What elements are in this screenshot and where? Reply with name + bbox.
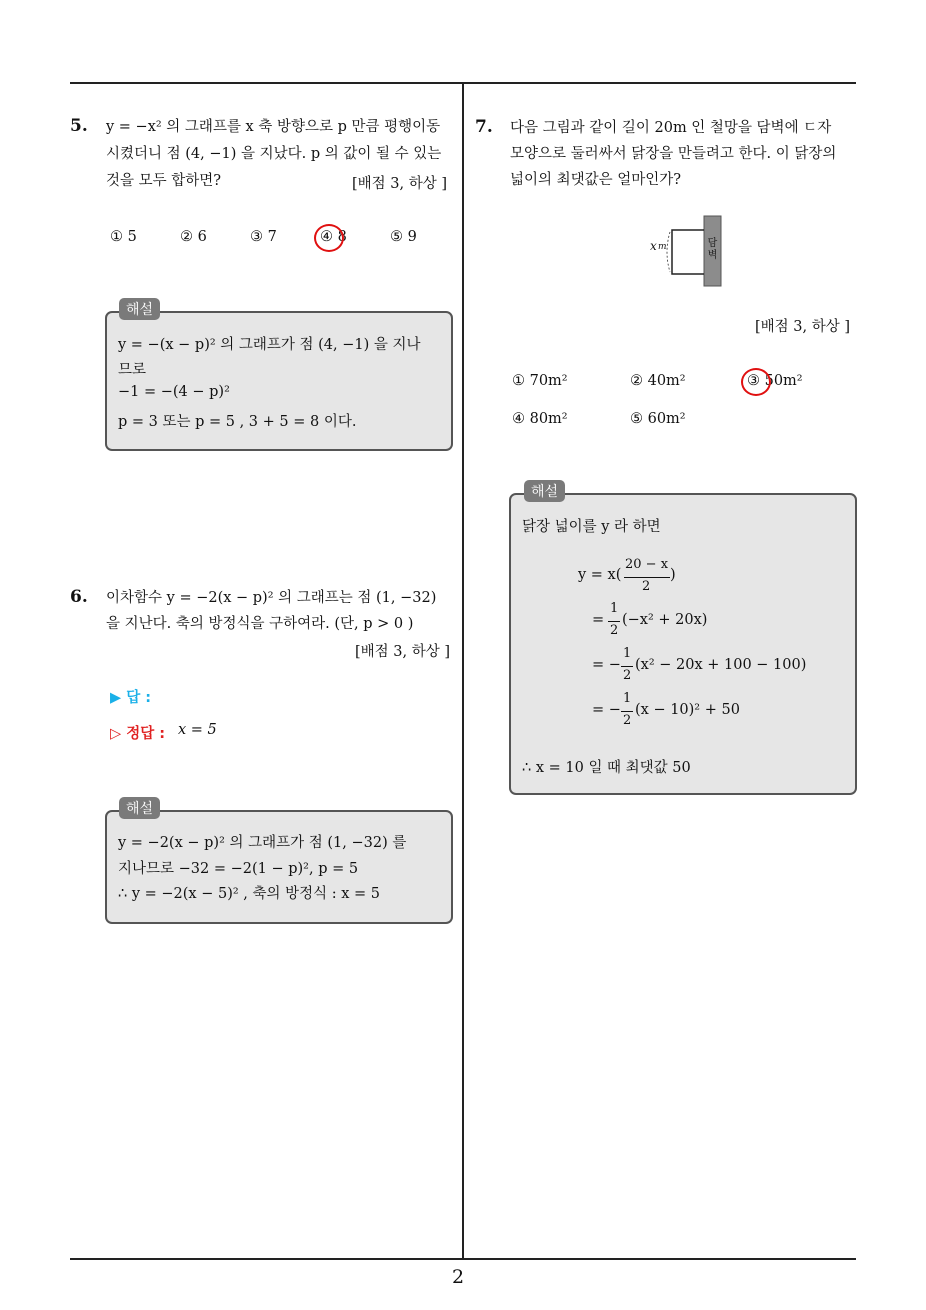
q7-eq3-post: (x² − 20x + 100 − 100): [635, 657, 807, 673]
q6-answer-label: ▶ 답 :: [110, 690, 152, 706]
q6-text-line2: 을 지난다. 축의 방정식을 구하여라. (단, p > 0 ): [106, 616, 414, 632]
q7-figure: [648, 214, 724, 288]
q7-choice-4[interactable]: ④ 80m²: [512, 411, 568, 427]
q7-text-line2: 모양으로 둘러싸서 닭장을 만들려고 한다. 이 닭장의: [510, 146, 837, 162]
q5-score: [배점 3, 하상 ]: [352, 176, 448, 192]
q5-solution-line3: −1 = −(4 − p)²: [118, 384, 230, 400]
q7-text-line1: 다음 그림과 같이 길이 20m 인 철망을 담벽에 ㄷ자: [510, 120, 832, 136]
q7-number: 7.: [475, 117, 493, 137]
q6-answer-input[interactable]: [180, 686, 380, 706]
q7-eq4-post: (x − 10)² + 50: [635, 702, 740, 718]
q7-solution-conclusion: ∴ x = 10 일 때 최댓값 50: [522, 760, 691, 776]
q5-solution-tab: 해설: [119, 298, 160, 320]
q7-eq4-bar: [621, 711, 633, 712]
q7-eq4-den: 2: [623, 713, 632, 728]
q7-figure-m-label: m: [658, 242, 667, 252]
q7-choice-3[interactable]: ③ 50m²: [747, 373, 803, 389]
q5-text-line1: y = −x² 의 그래프를 x 축 방향으로 p 만큼 평행이동: [106, 119, 441, 135]
q7-text-line3: 넓이의 최댓값은 얼마인가?: [510, 172, 682, 188]
q6-correct-value: x = 5: [178, 722, 217, 738]
q5-solution-line2: 므로: [118, 362, 147, 378]
q6-correct-label: ▷ 정답 :: [110, 726, 166, 742]
q7-eq1-den: 2: [642, 579, 651, 594]
q5-choice-4[interactable]: ④ 8: [320, 229, 347, 245]
q7-choice-2[interactable]: ② 40m²: [630, 373, 686, 389]
q7-eq2-num: 1: [610, 601, 619, 616]
q6-number: 6.: [70, 587, 88, 607]
q7-choice-5[interactable]: ⑤ 60m²: [630, 411, 686, 427]
q7-answer-mark: [741, 368, 771, 396]
q5-text-line2: 시켰더니 점 (4, −1) 을 지났다. p 의 값이 될 수 있는: [106, 146, 442, 162]
q6-solution-tab: 해설: [119, 797, 160, 819]
q7-choice-1[interactable]: ① 70m²: [512, 373, 568, 389]
q6-solution-line1: y = −2(x − p)² 의 그래프가 점 (1, −32) 를: [118, 835, 407, 851]
q7-eq3-num: 1: [623, 646, 632, 661]
q7-eq3-bar: [621, 666, 633, 667]
q7-solution-box: [509, 493, 857, 795]
q5-choice-1[interactable]: ① 5: [110, 229, 137, 245]
q5-solution-line1: y = −(x − p)² 의 그래프가 점 (4, −1) 을 지나: [118, 337, 421, 353]
q7-eq2-post: (−x² + 20x): [622, 612, 708, 628]
q6-score: [배점 3, 하상 ]: [355, 644, 451, 660]
q7-eq3-den: 2: [623, 668, 632, 683]
q5-choice-2[interactable]: ② 6: [180, 229, 207, 245]
q7-solution-intro: 닭장 넓이를 y 라 하면: [522, 519, 661, 535]
q7-eq3-pre: = −: [592, 657, 621, 673]
q5-number: 5.: [70, 116, 88, 136]
q7-eq2-pre: =: [592, 612, 605, 628]
column-divider: [462, 82, 464, 1259]
q7-figure-wall-label: 담벽: [707, 238, 718, 261]
q7-eq2-den: 2: [610, 623, 619, 638]
q7-solution-tab: 해설: [524, 480, 565, 502]
q7-eq2-bar: [608, 621, 620, 622]
q7-eq4-pre: = −: [592, 702, 621, 718]
q7-eq1-lhs: y = x(: [578, 567, 622, 583]
q7-eq1-bar: [624, 577, 670, 578]
q7-eq4-num: 1: [623, 691, 632, 706]
q7-figure-x-label: x: [650, 239, 657, 253]
q5-choice-3[interactable]: ③ 7: [250, 229, 277, 245]
q6-text-line1: 이차함수 y = −2(x − p)² 의 그래프는 점 (1, −32): [106, 590, 437, 606]
q5-answer-mark: [314, 224, 344, 252]
page-number: 2: [452, 1266, 465, 1288]
q5-solution-line4: p = 3 또는 p = 5 , 3 + 5 = 8 이다.: [118, 414, 357, 430]
q5-choice-5[interactable]: ⑤ 9: [390, 229, 417, 245]
q7-score: [배점 3, 하상 ]: [755, 319, 851, 335]
q5-text-line3: 것을 모두 합하면?: [106, 173, 222, 189]
q6-solution-line3: ∴ y = −2(x − 5)² , 축의 방정식 : x = 5: [118, 886, 381, 902]
q6-solution-line2: 지나므로 −32 = −2(1 − p)², p = 5: [118, 861, 359, 877]
q7-eq1-rhs: ): [670, 567, 676, 583]
q7-eq1-num: 20 − x: [625, 557, 669, 572]
bottom-rule: [70, 1258, 856, 1260]
